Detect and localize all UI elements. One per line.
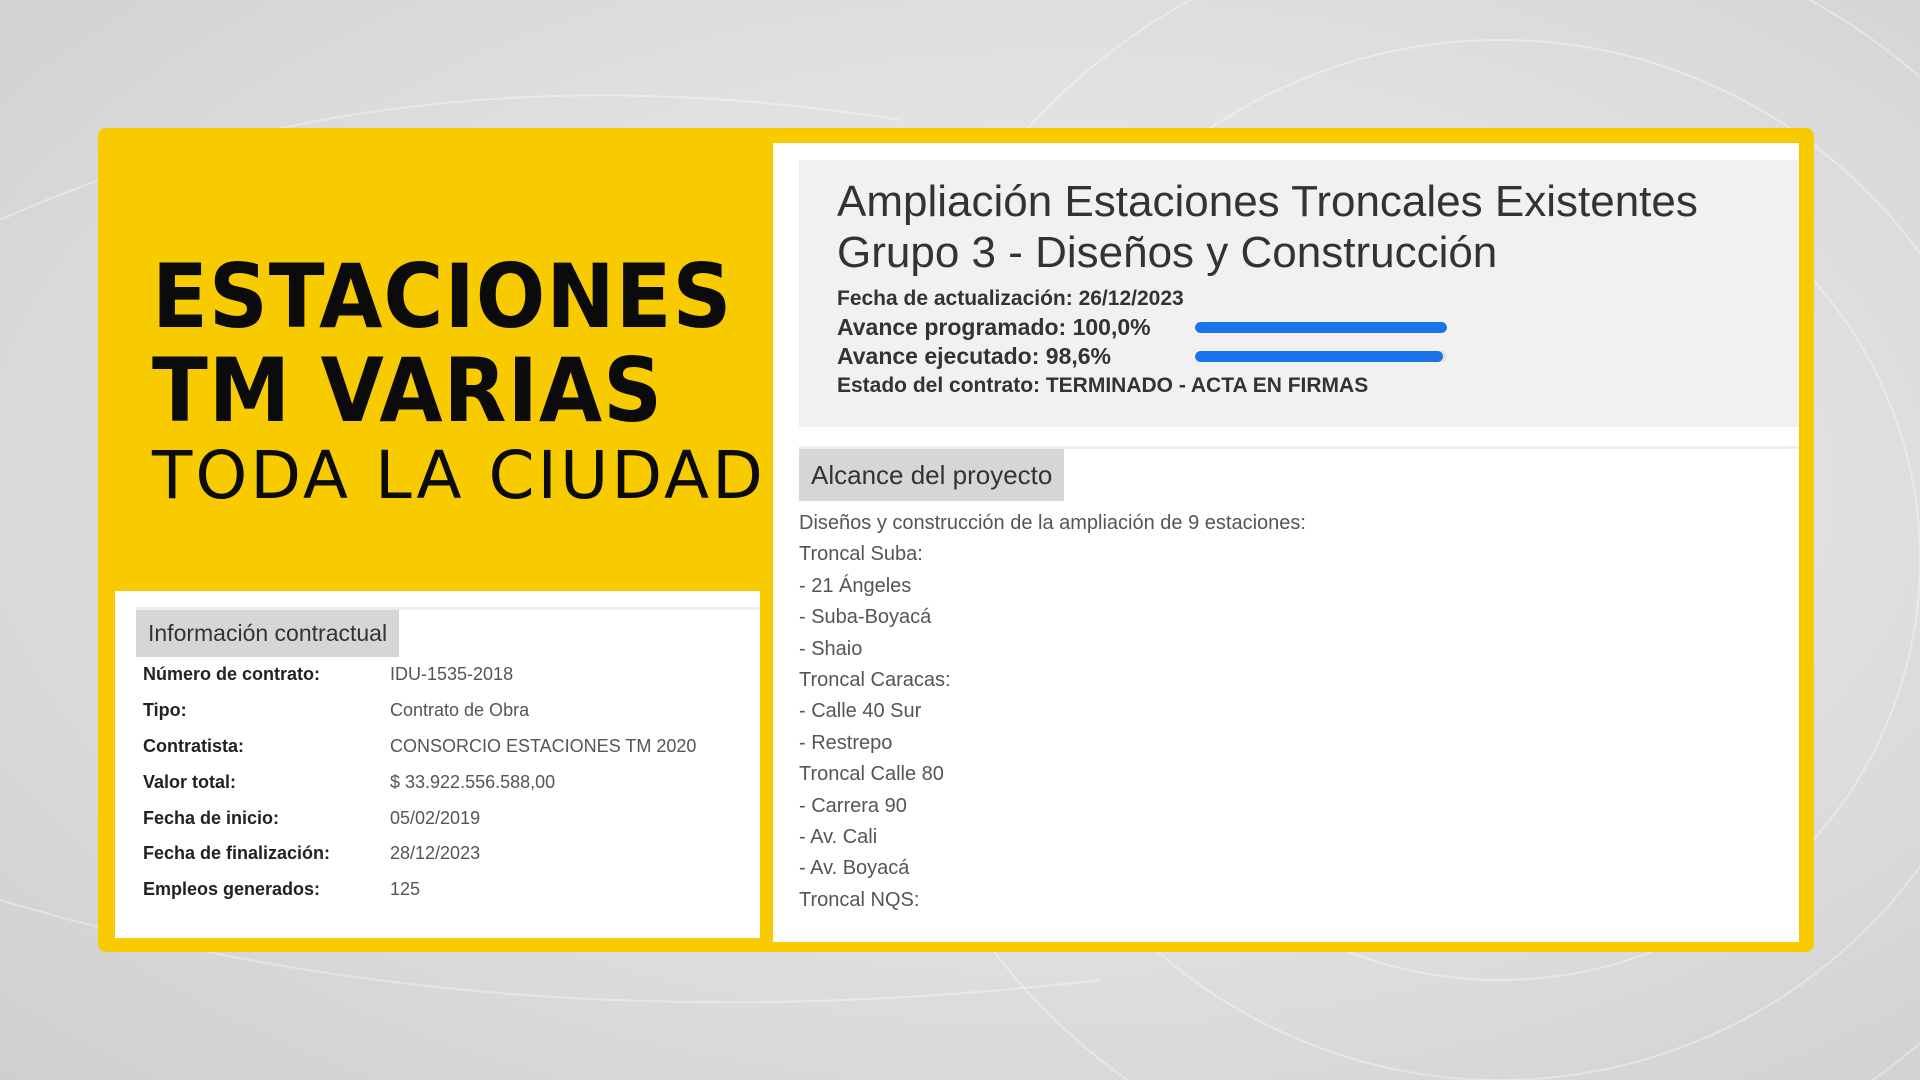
info-label: Empleos generados: bbox=[143, 879, 321, 900]
update-date-text: Fecha de actualización: 26/12/2023 bbox=[837, 286, 1184, 310]
info-row-jobs bbox=[143, 872, 696, 908]
info-value: Contrato de Obra bbox=[390, 700, 530, 721]
alcance-item: - Av. Boyacá bbox=[799, 857, 910, 880]
info-row-contract-number bbox=[143, 657, 696, 693]
info-value: 125 bbox=[390, 879, 421, 900]
info-label: Fecha de inicio: bbox=[143, 807, 280, 828]
info-label: Valor total: bbox=[143, 771, 237, 792]
update-date bbox=[837, 284, 1447, 313]
info-value: CONSORCIO ESTACIONES TM 2020 bbox=[390, 735, 697, 756]
programmed-progress-label: Avance programado: 100,0% bbox=[837, 314, 1151, 340]
alcance-item: - Suba-Boyacá bbox=[799, 606, 932, 629]
info-value: IDU-1535-2018 bbox=[390, 664, 514, 685]
executed-progress-bar bbox=[1195, 351, 1447, 362]
executed-progress-row bbox=[837, 342, 1447, 371]
info-label: Fecha de finalización: bbox=[143, 843, 331, 864]
info-label: Tipo: bbox=[143, 700, 187, 721]
alcance-item: - Shaio bbox=[799, 637, 863, 660]
alcance-item: Troncal Caracas: bbox=[799, 668, 951, 691]
alcance-item: - Av. Cali bbox=[799, 825, 878, 848]
alcance-item: - Carrera 90 bbox=[799, 794, 907, 817]
alcance-item: - Calle 40 Sur bbox=[799, 700, 922, 723]
alcance-tab: Alcance del proyecto bbox=[799, 449, 1064, 501]
info-row-contractor bbox=[143, 729, 696, 765]
alcance-item: Troncal NQS: bbox=[799, 888, 920, 911]
alcance-item: - Restrepo bbox=[799, 731, 893, 754]
project-title-line-1: Ampliación Estaciones Troncales Existentes bbox=[837, 177, 1698, 226]
contract-status bbox=[837, 371, 1447, 400]
headline-line-1: ESTACIONES bbox=[152, 245, 733, 348]
info-value: $ 33.922.556.588,00 bbox=[390, 771, 556, 792]
programmed-progress-row bbox=[837, 313, 1447, 342]
alcance-item: - 21 Ángeles bbox=[799, 574, 912, 597]
project-title-line-2: Grupo 3 - Diseños y Construcción bbox=[837, 228, 1498, 277]
contract-info-panel bbox=[115, 591, 760, 938]
info-row-start-date bbox=[143, 800, 696, 836]
project-header bbox=[799, 160, 1799, 427]
info-value: 28/12/2023 bbox=[390, 843, 481, 864]
programmed-progress-fill bbox=[1195, 322, 1447, 333]
alcance-list bbox=[799, 508, 1306, 916]
alcance-item: Diseños y construcción de la ampliación de 9 estaciones: bbox=[799, 512, 1306, 534]
info-value: 05/02/2019 bbox=[390, 807, 481, 828]
alcance-item: Troncal Calle 80 bbox=[799, 763, 944, 786]
executed-progress-label: Avance ejecutado: 98,6% bbox=[837, 343, 1111, 369]
project-stats bbox=[837, 284, 1447, 400]
headline-line-3: TODA LA CIUDAD bbox=[152, 437, 766, 514]
info-row-type bbox=[143, 693, 696, 729]
alcance-item: Troncal Suba: bbox=[799, 543, 923, 566]
info-label: Número de contrato: bbox=[143, 664, 321, 685]
executed-progress-fill bbox=[1195, 351, 1443, 362]
headline-line-2: TM VARIAS bbox=[152, 339, 664, 442]
info-row-end-date bbox=[143, 836, 696, 872]
project-panel bbox=[773, 143, 1799, 942]
contract-info-list bbox=[143, 657, 696, 908]
contract-status-text: Estado del contrato: TERMINADO - ACTA EN FIRMAS bbox=[837, 373, 1369, 397]
project-title bbox=[837, 176, 1698, 278]
info-label: Contratista: bbox=[143, 735, 245, 756]
info-row-total-value bbox=[143, 764, 696, 800]
programmed-progress-bar bbox=[1195, 322, 1447, 333]
contract-info-tab: Información contractual bbox=[136, 610, 399, 657]
headline bbox=[152, 245, 776, 514]
